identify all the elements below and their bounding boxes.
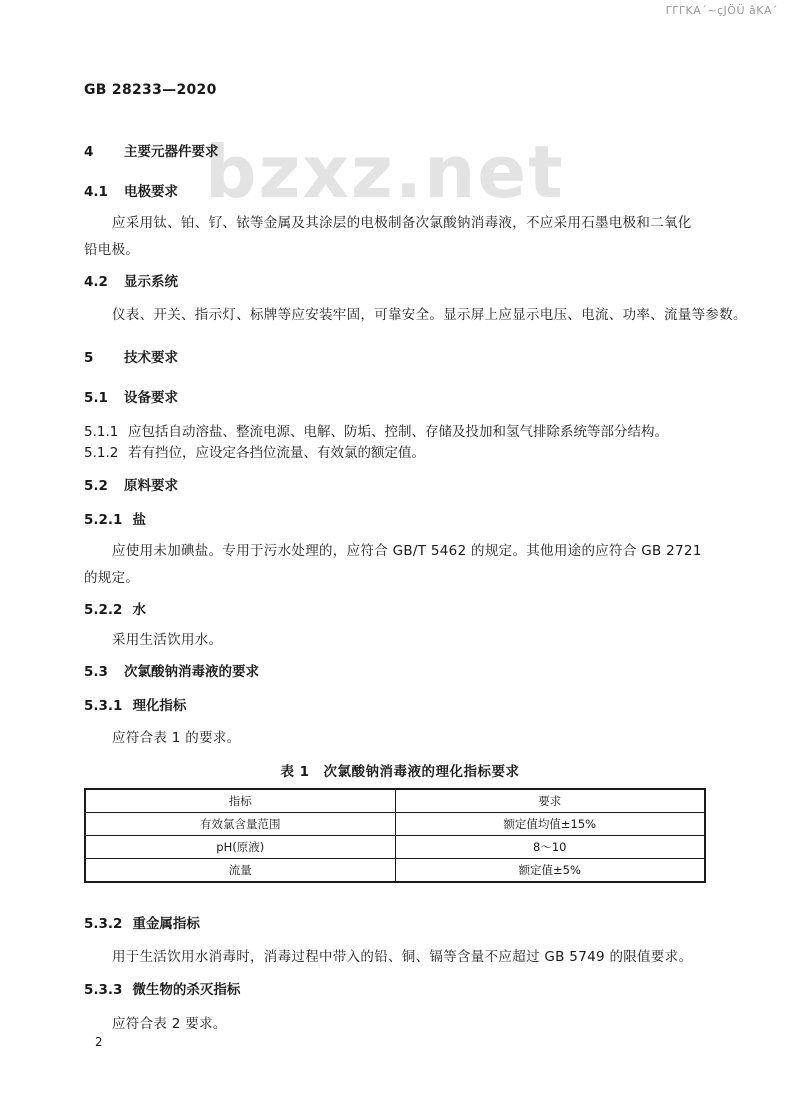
table-cell: 8～10: [395, 836, 705, 859]
section-5-2-1-heading: 5.2.1 盐: [84, 512, 146, 528]
table-1: [84, 788, 706, 883]
page-number: 2: [95, 1035, 103, 1049]
table-header-row: [85, 789, 705, 813]
table-cell: 有效氯含量范围: [85, 813, 395, 836]
section-5-2-2-heading: 5.2.2 水: [84, 602, 146, 618]
section-5-3-3-text: 应符合表 2 要求。: [112, 1016, 227, 1032]
standard-code: GB 28233—2020: [84, 82, 217, 98]
table-cell: 流量: [85, 859, 395, 883]
section-5-1-heading: 5.1 设备要求: [84, 390, 178, 406]
table-header-cell: 指标: [85, 789, 395, 813]
section-4-2-heading: 4.2 显示系统: [84, 274, 178, 290]
table-cell: 额定值均值±15%: [395, 813, 705, 836]
table-row: [85, 813, 705, 836]
section-5-2-heading: 5.2 原料要求: [84, 478, 178, 494]
table-1-title: 表 1 次氯酸钠消毒液的理化指标要求: [280, 764, 520, 780]
section-5-3-2-heading: 5.3.2 重金属指标: [84, 916, 200, 932]
section-4-1-heading: 4.1 电极要求: [84, 184, 178, 200]
table-row: [85, 836, 705, 859]
section-5-3-3-heading: 5.3.3 微生物的杀灭指标: [84, 982, 241, 998]
section-5-3-heading: 5.3 次氯酸钠消毒液的要求: [84, 664, 259, 680]
item-5-1-1: 5.1.1 应包括自动溶盐、整流电源、电解、防垢、控制、存储及投加和氢气排除系统等部分结构。: [84, 424, 668, 440]
section-5-3-2-text: 用于生活饮用水消毒时，消毒过程中带入的铅、铜、镉等含量不应超过 GB 5749 的限值要求。: [112, 949, 693, 965]
table-row: [85, 859, 705, 883]
section-5-heading: 5 技术要求: [84, 350, 178, 366]
table-header-cell: 要求: [395, 789, 705, 813]
table-cell: pH(原液): [85, 836, 395, 859]
table-cell: 额定值±5%: [395, 859, 705, 883]
section-5-2-1-text: 应使用未加碘盐。专用于污水处理的，应符合 GB/T 5462 的规定。其他用途的应符合 GB 2721 的规定。: [84, 543, 702, 586]
watermark: bzxz.net: [205, 130, 565, 214]
section-4-1-text: 应采用钛、铂、钌、铱等金属及其涂层的电极制备次氯酸钠消毒液，不应采用石墨电极和二氧化铅电极。: [84, 215, 692, 258]
top-right-garbled-text: ΓΓΓΚΑ΄~çJÖÜ âKΑ΄: [665, 4, 778, 17]
section-4-2-text: 仪表、开关、指示灯、标牌等应安装牢固，可靠安全。显示屏上应显示电压、电流、功率、流量等参数。: [112, 307, 747, 323]
section-5-3-1-text: 应符合表 1 的要求。: [112, 730, 241, 746]
section-4-heading: 4 主要元器件要求: [84, 144, 219, 160]
section-5-3-1-heading: 5.3.1 理化指标: [84, 698, 187, 714]
item-5-1-2: 5.1.2 若有挡位，应设定各挡位流量、有效氯的额定值。: [84, 445, 425, 461]
section-5-2-2-text: 采用生活饮用水。: [112, 632, 223, 648]
